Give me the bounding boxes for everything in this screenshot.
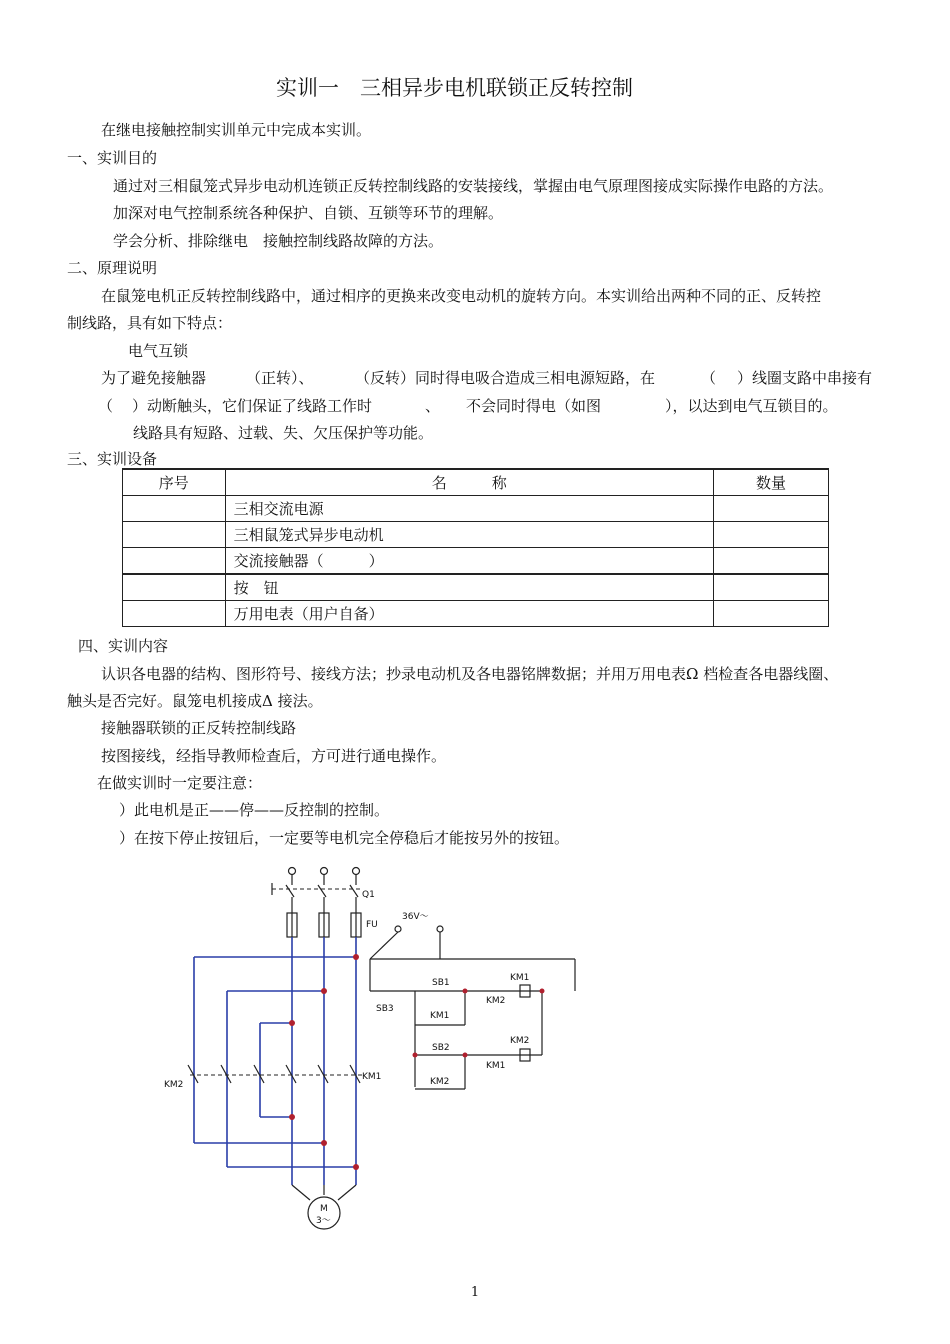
sb2-label: SB2 [432,1043,450,1053]
km-contacts [164,1065,381,1090]
table-cell: 万用电表（用户自备） [225,601,713,627]
table-cell [123,601,226,627]
table-cell [123,548,226,575]
sec1-item-1: 通过对三相鼠笼式异步电动机连锁正反转控制线路的安装接线，掌握由电气原理图接成实际操作电路的方法。 [113,177,834,195]
header-quantity: 数量 [713,469,828,496]
interlock-line-2-e: ），以达到电气互锁目的。 [665,397,838,415]
interlock-line-1-a: 为了避免接触器 [101,369,207,387]
sec1-item-2: 加深对电气控制系统各种保护、自锁、互锁等环节的理解。 [113,204,504,222]
table-cell [713,548,828,575]
sec4-para-2: 接触器联锁的正反转控制线路 [101,719,297,737]
table-cell: 三相鼠笼式异步电动机 [225,522,713,548]
sec4-para-1-line-1: 认识各电器的结构、图形符号、接线方法；抄录电动机及各电器铭牌数据；并用万用电表Ω 档检查各电器线圈、 [101,665,839,683]
km1-interlock-label: KM1 [486,1061,506,1071]
table-cell [713,574,828,601]
table-row [123,522,829,548]
section-1-heading: 一、实训目的 [67,149,158,167]
table-row [123,574,829,601]
motor-m-label: M [320,1204,328,1214]
table-cell [123,496,226,522]
sec1-item-3: 学会分析、排除继电 接触控制线路故障的方法。 [113,232,444,250]
sec2-para-line-1: 在鼠笼电机正反转控制线路中，通过相序的更换来改变电动机的旋转方向。本实训给出两种不同的正、反转控 [101,287,822,305]
km2-holding-label: KM2 [430,1077,450,1087]
power-terminals [289,868,360,886]
sec2-para-line-2: 制线路，具有如下特点： [67,314,233,332]
km1-main-label: KM1 [362,1072,382,1082]
km2-coil-label: KM2 [510,1036,530,1046]
sb1-label: SB1 [432,978,450,988]
km2-main-label: KM2 [164,1080,184,1090]
protection-text: 线路具有短路、过载、失、欠压保护等功能。 [133,424,434,442]
section-2-heading: 二、原理说明 [67,259,158,277]
control-circuit-diagram [150,855,590,1235]
interlock-line-2-d: 不会同时得电（如图 [466,397,602,415]
fuses [287,913,378,937]
page-number: 1 [470,1285,480,1300]
interlock-line-1-d: （ [701,369,717,387]
interlock-line-1-e: ）线圈支路中串接有 [737,369,873,387]
table-cell: 交流接触器（ ） [225,548,713,575]
sec4-para-3: 按图接线，经指导教师检查后，方可进行通电操作。 [101,747,447,765]
sec4-para-4: 在做实训时一定要注意： [97,774,263,792]
km1-holding-label: KM1 [430,1011,450,1021]
table-cell: 三相交流电源 [225,496,713,522]
table-cell [123,574,226,601]
sec4-para-1-line-2: 触头是否完好。鼠笼电机接成Δ 接法。 [67,692,323,710]
voltage-label: 36V～ [402,912,429,922]
section-3-heading: 三、实训设备 [67,450,158,468]
note-1: ）此电机是正——停——反控制的控制。 [119,801,390,819]
sb3-label: SB3 [376,1004,394,1014]
table-cell [713,522,828,548]
note-2: ）在按下停止按钮后，一定要等电机完全停稳后才能按另外的按钮。 [119,829,570,847]
motor-phase-label: 3～ [316,1216,331,1226]
page-title: 实训一 三相异步电机联锁正反转控制 [276,76,633,100]
section-4-heading: 四、实训内容 [78,637,169,655]
control-circuit [370,912,575,1089]
sec2-subheading: 电气互锁 [128,342,189,360]
table-cell [123,522,226,548]
motor-symbol [308,1197,340,1229]
fu-label: FU [366,920,378,930]
table-cell [713,601,828,627]
header-name: 名 称 [225,469,713,496]
table-header-row [123,469,829,496]
interlock-line-1-b: （正转）、 [246,369,314,387]
table-cell [713,496,828,522]
intro-text: 在继电接触控制实训单元中完成本实训。 [101,121,372,139]
km2-interlock-label: KM2 [486,996,506,1006]
table-cell: 按 钮 [225,574,713,601]
q1-switch [272,883,375,913]
header-index: 序号 [123,469,226,496]
interlock-line-1-c: （反转）同时得电吸合造成三相电源短路，在 [355,369,656,387]
q1-label: Q1 [362,890,375,900]
table-row [123,548,829,575]
interlock-line-2-c: 、 [425,397,441,415]
interlock-line-2-a: （ [98,397,114,415]
table-row [123,496,829,522]
interlock-line-2-b: ）动断触头，它们保证了线路工作时 [132,397,373,415]
equipment-table [122,468,829,627]
table-row [123,601,829,627]
km1-coil-label: KM1 [510,973,530,983]
main-circuit-wiring [194,937,356,1200]
